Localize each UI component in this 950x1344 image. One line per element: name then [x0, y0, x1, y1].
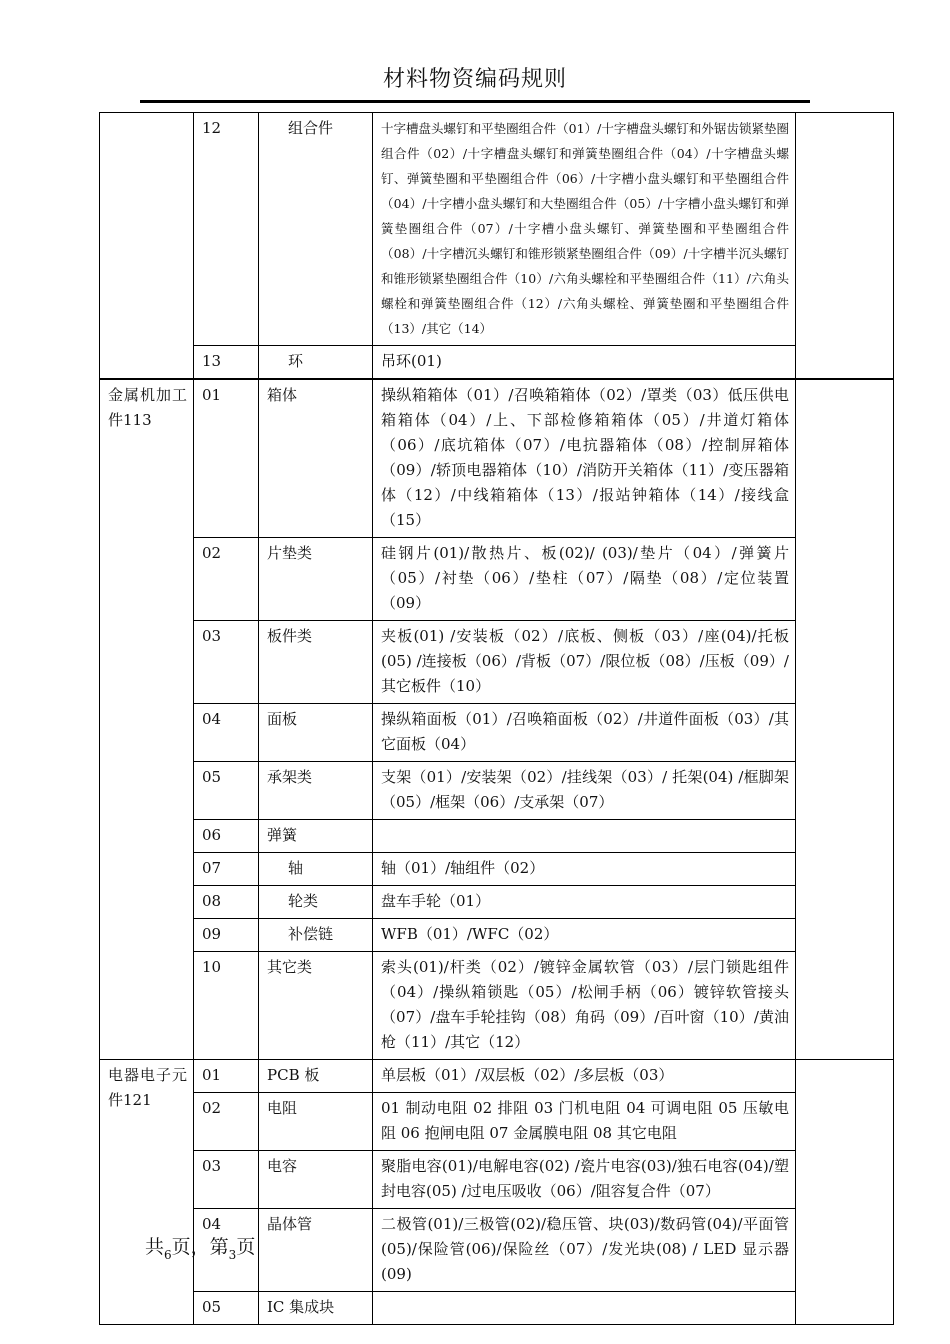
table-row — [100, 762, 894, 820]
description-cell: 二极管(01)/三极管(02)/稳压管、块(03)/数码管(04)/平面管(05)/保险管(06)/保险丝（07）/发光块(08) / LED 显示器(09) — [373, 1209, 796, 1292]
code-cell: 06 — [194, 820, 259, 853]
footer-prefix: 共 — [145, 1236, 165, 1258]
remark-cell — [796, 1060, 894, 1325]
table-row — [100, 1292, 894, 1325]
code-cell: 04 — [194, 1209, 259, 1292]
code-cell: 01 — [194, 1060, 259, 1093]
name-cell: 箱体 — [259, 379, 373, 538]
code-cell: 02 — [194, 1093, 259, 1151]
description-cell: 支架（01）/安装架（02）/挂线架（03）/ 托架(04) /框脚架（05）/框架（06）/支承架（07） — [373, 762, 796, 820]
description-cell: 单层板（01）/双层板（02）/多层板（03） — [373, 1060, 796, 1093]
name-cell: 电阻 — [259, 1093, 373, 1151]
description-cell: 操纵箱面板（01）/召唤箱面板（02）/井道件面板（03）/其它面板（04） — [373, 704, 796, 762]
table-row — [100, 113, 894, 346]
table-row — [100, 1060, 894, 1093]
code-cell: 05 — [194, 762, 259, 820]
description-cell — [373, 820, 796, 853]
category-cell: 电器电子元件121 — [100, 1060, 194, 1325]
table-row — [100, 346, 894, 380]
name-cell: 轴 — [259, 853, 373, 886]
name-cell: 面板 — [259, 704, 373, 762]
description-cell: 夹板(01) /安装板（02）/底板、侧板（03）/座(04)/托板 (05) /连接板（06）/背板（07）/限位板（08）/压板（09）/其它板件（10） — [373, 621, 796, 704]
description-cell: 索头(01)/杆类（02）/镀锌金属软管（03）/层门锁匙组件（04）/操纵箱锁匙（05）/松闸手柄（06）镀锌软管接头（07）/盘车手轮挂钩（08）角码（09）/百叶窗（10）/黄油枪（11）/其它（12） — [373, 952, 796, 1060]
code-cell: 01 — [194, 379, 259, 538]
table-row — [100, 621, 894, 704]
code-cell: 08 — [194, 886, 259, 919]
description-cell: WFB（01）/WFC（02） — [373, 919, 796, 952]
current-page: 3 — [228, 1248, 237, 1262]
description-cell: 硅钢片(01)/散热片、板(02)/ (03)/垫片（04）/弹簧片（05）/衬垫（06）/垫柱（07）/隔垫（08）/定位装置（09） — [373, 538, 796, 621]
code-cell: 12 — [194, 113, 259, 346]
total-pages: 6 — [164, 1248, 172, 1262]
name-cell: 轮类 — [259, 886, 373, 919]
name-cell: 组合件 — [259, 113, 373, 346]
code-cell: 04 — [194, 704, 259, 762]
name-cell: 板件类 — [259, 621, 373, 704]
table-row — [100, 919, 894, 952]
code-cell: 07 — [194, 853, 259, 886]
name-cell: 电容 — [259, 1151, 373, 1209]
description-cell: 操纵箱箱体（01）/召唤箱箱体（02）/罩类（03）低压供电箱箱体（04）/上、下部检修箱箱体（05）/井道灯箱体（06）/底坑箱体（07）/电抗器箱体（08）/控制屏箱体（09）/轿顶电器箱体（10）/消防开关箱体（11）/变压器箱体（12）/中线箱箱体（13）/报站钟箱体（14）/接线盒（15） — [373, 379, 796, 538]
name-cell: 其它类 — [259, 952, 373, 1060]
table-row — [100, 1151, 894, 1209]
remark-cell — [796, 379, 894, 1060]
name-cell: PCB 板 — [259, 1060, 373, 1093]
description-cell: 盘车手轮（01） — [373, 886, 796, 919]
code-cell: 02 — [194, 538, 259, 621]
table-row — [100, 853, 894, 886]
category-cell: 金属机加工件113 — [100, 379, 194, 1060]
description-cell: 聚脂电容(01)/电解电容(02) /瓷片电容(03)/独石电容(04)/塑封电容(05) /过电压吸收（06）/阻容复合件（07） — [373, 1151, 796, 1209]
table-row — [100, 704, 894, 762]
code-cell: 03 — [194, 621, 259, 704]
name-cell: IC 集成块 — [259, 1292, 373, 1325]
page-title: 材料物资编码规则 — [382, 67, 567, 92]
code-cell: 10 — [194, 952, 259, 1060]
code-cell: 03 — [194, 1151, 259, 1209]
page-footer — [145, 1232, 255, 1262]
description-cell — [373, 1292, 796, 1325]
remark-cell — [796, 113, 894, 380]
description-cell: 01 制动电阻 02 排阻 03 门机电阻 04 可调电阻 05 压敏电阻 06 抱闸电阻 07 金属膜电阻 08 其它电阻 — [373, 1093, 796, 1151]
code-table — [99, 112, 894, 1325]
code-cell: 09 — [194, 919, 259, 952]
footer-middle: 页，第 — [171, 1236, 229, 1258]
description-cell: 十字槽盘头螺钉和平垫圈组合件（01）/十字槽盘头螺钉和外锯齿锁紧垫圈组合件（02）/十字槽盘头螺钉和弹簧垫圈组合件（04）/十字槽盘头螺钉、弹簧垫圈和平垫圈组合件（06）/十字槽小盘头螺钉和平垫圈组合件（04）/十字槽小盘头螺钉和大垫圈组合件（05）/十字槽小盘头螺钉和弹簧垫圈组合件（07）/十字槽小盘头螺钉、弹簧垫圈和平垫圈组合件（08）/十字槽沉头螺钉和锥形锁紧垫圈组合件（09）/十字槽半沉头螺钉和锥形锁紧垫圈组合件（10）/六角头螺栓和平垫圈组合件（11）/六角头螺栓和弹簧垫圈组合件（12）/六角头螺栓、弹簧垫圈和平垫圈组合件（13）/其它（14） — [373, 113, 796, 346]
table-row — [100, 952, 894, 1060]
table-row — [100, 538, 894, 621]
table-row — [100, 820, 894, 853]
name-cell: 晶体管 — [259, 1209, 373, 1292]
code-cell: 13 — [194, 346, 259, 380]
code-cell: 05 — [194, 1292, 259, 1325]
name-cell: 环 — [259, 346, 373, 380]
title-rule — [140, 100, 810, 103]
category-cell — [100, 113, 194, 380]
table-row — [100, 379, 894, 538]
name-cell: 片垫类 — [259, 538, 373, 621]
name-cell: 弹簧 — [259, 820, 373, 853]
footer-suffix: 页 — [236, 1236, 256, 1258]
name-cell: 承架类 — [259, 762, 373, 820]
table-row — [100, 1093, 894, 1151]
description-cell: 吊环(01) — [373, 346, 796, 380]
description-cell: 轴（01）/轴组件（02） — [373, 853, 796, 886]
name-cell: 补偿链 — [259, 919, 373, 952]
table-row — [100, 886, 894, 919]
